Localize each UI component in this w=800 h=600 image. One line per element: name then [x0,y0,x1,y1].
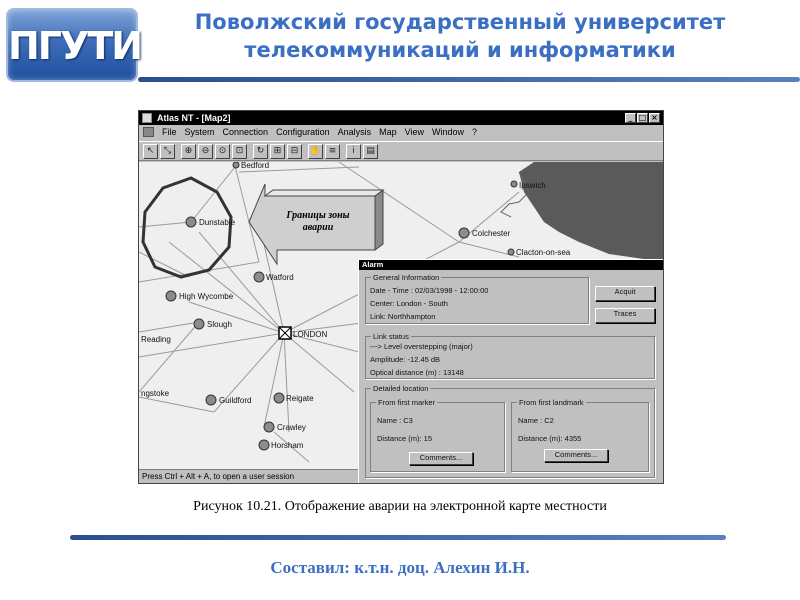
app-screenshot [138,110,664,484]
pan-hand-icon[interactable]: ✋ [308,144,323,159]
university-logo [6,8,142,82]
maximize-button[interactable]: □ [638,113,647,122]
acquit-button[interactable]: Acquit [595,286,655,301]
detailed-location-group [365,384,655,478]
header-divider [138,77,800,82]
alarm-dialog-title: Alarm [359,260,664,270]
map-label-horsham: Horsham [271,441,304,450]
zoom-area-icon[interactable]: ⊙ [215,144,230,159]
map-label-colchester: Colchester [472,229,511,238]
map-label-reigate: Reigate [286,394,314,403]
alarm-zone-callout: Границы зоны аварии [286,210,350,233]
rotate-icon[interactable]: ↻ [253,144,268,159]
map-label-high-wycombe: High Wycombe [179,292,234,301]
general-information-group [365,273,589,324]
first-landmark-comments-button[interactable]: Comments... [544,449,608,462]
first-marker-group [370,398,505,472]
center-value: Center: London - South [370,299,448,308]
figure-caption: Рисунок 10.21. Отображение аварии на электронной карте местности [193,499,607,514]
map-label-watford: Watford [266,273,294,282]
first-landmark-group [511,398,649,472]
menu-configuration[interactable]: Configuration [276,127,330,137]
map-label-reading: Reading [141,335,171,344]
menu-system[interactable]: System [184,127,215,137]
map-label-clacton: Clacton-on-sea [516,248,571,257]
app-icon [142,113,152,123]
alarm-zone-boundary [143,178,231,277]
select-tool-icon[interactable]: ⤡ [160,144,175,159]
traces-button[interactable]: Traces [595,308,655,323]
first-marker-name: Name : C3 [377,416,413,425]
sea-area [519,162,664,262]
first-landmark-name: Name : C2 [518,416,554,425]
window-titlebar [139,111,663,125]
legend-icon[interactable]: ▤ [363,144,378,159]
alarm-dialog [358,259,664,484]
first-landmark-label: From first landmark [519,398,584,407]
general-information-label: General Information [373,273,440,282]
map-label-slough: Slough [207,320,232,329]
footer-divider [70,535,726,540]
toolbar [139,141,663,161]
window-title: Atlas NT - [Map2] [157,113,231,123]
title-line-1: Поволжский государственный университет [194,10,726,34]
menu-map[interactable]: Map [379,127,397,137]
menu-analysis[interactable]: Analysis [337,127,372,137]
zoom-out-icon[interactable]: ⊖ [198,144,213,159]
logo-text: ПГУТИ [8,24,142,68]
link-status-group [365,332,655,379]
zoom-in-icon[interactable]: ⊕ [181,144,196,159]
zoom-fit-icon[interactable]: ⊡ [232,144,247,159]
menu-view[interactable]: View [404,127,425,137]
info-icon[interactable]: i [346,144,361,159]
close-button[interactable]: × [649,113,660,123]
map-label-basingstoke: ngstoke [141,389,170,398]
link-status-label: Link status [373,332,409,341]
status-text: Press Ctrl + Alt + A, to open a user session [142,472,295,481]
map-label-bedford: Bedford [241,162,270,170]
menu-bar [139,125,663,140]
menu-connection[interactable]: Connection [222,127,269,137]
detailed-location-label: Detailed location [373,384,429,393]
map-label-dunstable: Dunstable [199,218,236,227]
menu-help[interactable]: ? [472,127,478,137]
map-label-crawley: Crawley [277,423,306,432]
zoom-window-icon[interactable]: ⊞ [270,144,285,159]
title-line-2: телекоммуникаций и информатики [244,38,676,62]
layers-icon[interactable]: ≡ [325,144,340,159]
level-status-value: ---> Level overstepping (major) [370,342,473,351]
first-marker-label: From first marker [378,398,436,407]
pointer-tool-icon[interactable]: ↖ [143,144,158,159]
optical-distance-value: Optical distance (m) : 13148 [370,368,464,377]
link-value: Link: Northhampton [370,312,436,321]
map-label-london: LONDON [293,330,328,339]
map-label-ipswich: Ipswich [519,181,546,190]
zoom-previous-icon[interactable]: ⊟ [287,144,302,159]
minimize-button[interactable]: _ [625,113,636,123]
first-marker-distance: Distance (m): 15 [377,434,433,443]
menu-window[interactable]: Window [432,127,465,137]
menu-file[interactable]: File [162,127,177,137]
document-icon[interactable] [143,127,154,137]
page-title [150,8,770,64]
author-credit: Составил: к.т.н. доц. Алехин И.Н. [270,558,530,577]
amplitude-value: Amplitude: -12.45 dB [370,355,441,364]
map-label-guildford: Guildford [219,396,252,405]
first-landmark-distance: Distance (m): 4355 [518,434,582,443]
date-time-value: Date - Time : 02/03/1998 - 12:00:00 [370,286,489,295]
first-marker-comments-button[interactable]: Comments... [409,452,473,465]
